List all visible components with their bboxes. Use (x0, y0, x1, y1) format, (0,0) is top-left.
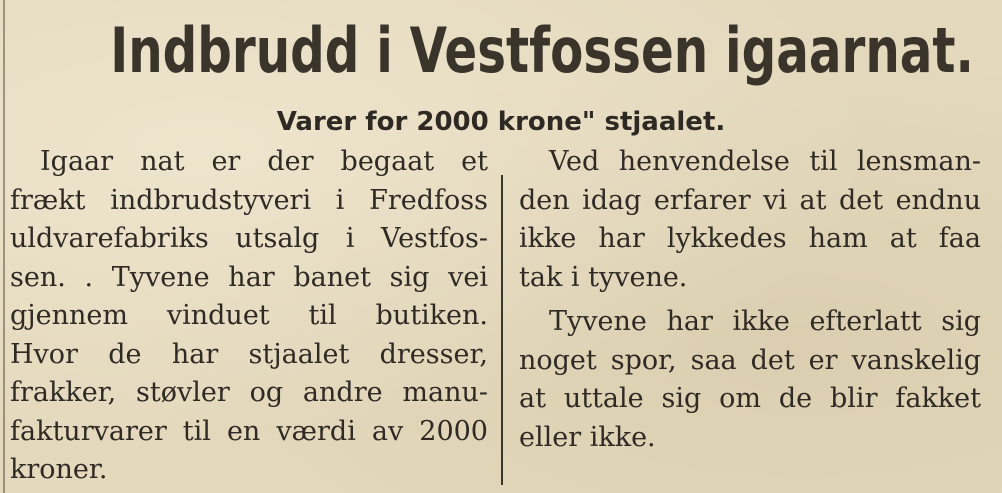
text-line: frækt indbrudstyveri i Fredfoss (10, 184, 488, 216)
text-line: uldvarefabriks utsalg i Vestfos- (10, 223, 488, 254)
text-line: sen. . Tyvene har banet sig vei (10, 261, 488, 293)
right-column (519, 143, 981, 457)
text-line: at uttale sig om de blir fakket (519, 383, 981, 414)
text-line: Igaar nat er der begaat et (40, 146, 488, 177)
column-divider (501, 175, 503, 485)
text-line: tak i tyvene. (519, 261, 688, 293)
left-column (10, 143, 488, 490)
text-line: noget spor, saa det er vanskelig (519, 344, 981, 376)
text-line: kroner. (10, 454, 108, 485)
text-line: gjennem vinduet til butiken. (10, 300, 488, 331)
text-line: frakker, støvler og andre manu- (10, 377, 488, 408)
article-headline: Indbrudd i Vestfossen igaarnat. (110, 14, 974, 87)
text-line: ikke har lykkedes ham at faa (519, 223, 981, 254)
text-line: fakturvarer til en værdi av 2000 (10, 415, 488, 447)
article-subheadline: Varer for 2000 krone" stjaalet. (276, 107, 726, 137)
clipping-edge-rule (3, 0, 5, 493)
text-line: eller ikke. (519, 421, 656, 453)
text-line: den idag erfarer vi at det endnu (519, 184, 981, 216)
text-line: Tyvene har ikke efterlatt sig (549, 306, 981, 337)
text-line: Hvor de har stjaalet dresser, (10, 338, 488, 370)
text-line: Ved henvendelse til lensman- (549, 146, 981, 177)
